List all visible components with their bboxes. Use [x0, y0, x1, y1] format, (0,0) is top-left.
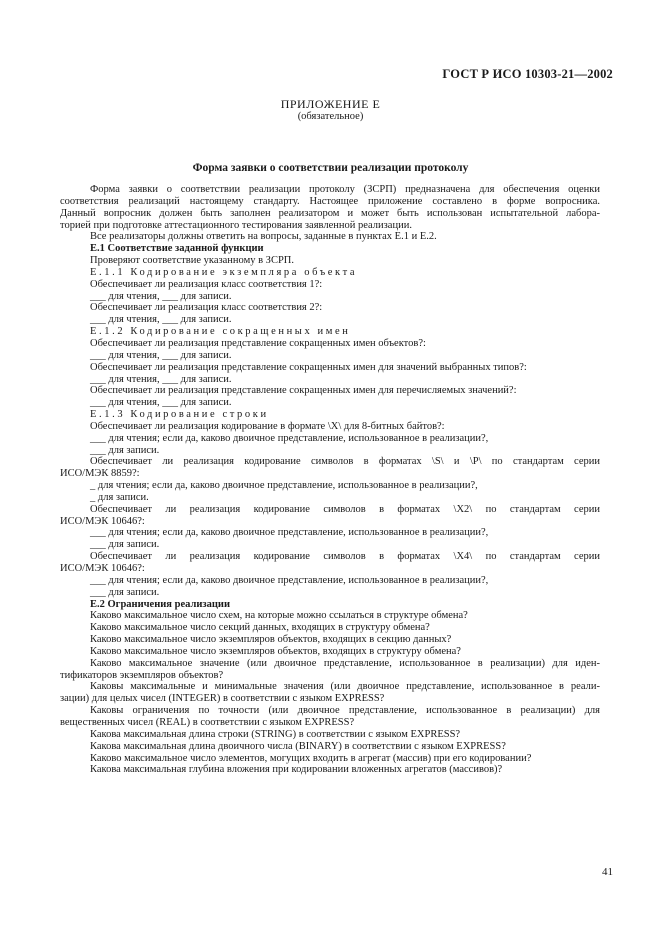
- question-line: Каково максимальное значение (или двоичное представление, использованное в реализации) для иден-: [90, 657, 600, 669]
- appendix-title: ПРИЛОЖЕНИЕ Е: [280, 97, 381, 111]
- subsection-e12-title: Е.1.2 Кодирование сокращенных имен: [90, 326, 351, 338]
- answer-line: ___ для чтения, ___ для записи.: [90, 397, 232, 409]
- paragraph-line: Обеспечивает ли реализация кодирование в формате \X\ для 8-битных байтов?:: [90, 420, 445, 432]
- page-number: 41: [602, 866, 613, 878]
- paragraph-line: Обеспечивает ли реализация представление сокращенных имен для значений выбранных типов?:: [90, 361, 527, 373]
- question-line: Какова максимальная длина двоичного числа (BINARY) в соответствии с языком EXPRESS?: [90, 740, 506, 752]
- question-line: вещественных чисел (REAL) в соответствии с языком EXPRESS?: [60, 716, 355, 728]
- section-e1-heading: Е.1 Соответствие заданной функции: [90, 243, 264, 255]
- question-line: Какова максимальная глубина вложения при кодировании вложенных агрегатов (массивов)?: [90, 764, 503, 776]
- intro-line: Все реализаторы должны ответить на вопросы, заданные в пунктах Е.1 и Е.2.: [90, 231, 437, 243]
- question-line: Каково максимальное число элементов, могущих входить в агрегат (массив) при его кодировании?: [90, 752, 532, 764]
- paragraph-line: ИСО/МЭК 8859?:: [60, 468, 140, 480]
- answer-line: ___ для чтения; если да, каково двоичное представление, использованное в реализации?,: [90, 574, 489, 586]
- subsection-e13-title: Е.1.3 Кодирование строки: [90, 409, 269, 421]
- paragraph-line: Обеспечивает ли реализация представление сокращенных имен для перечисляемых значений?:: [90, 385, 517, 397]
- answer-line: ___ для чтения, ___ для записи.: [90, 349, 232, 361]
- answer-line: _ для записи.: [90, 491, 149, 503]
- paragraph-line: Обеспечивает ли реализация кодирование символов в форматах \X4\ по стандартам серии: [90, 551, 600, 563]
- standard-header: ГОСТ Р ИСО 10303-21—2002: [442, 67, 613, 81]
- question-line: Каково максимальное число схем, на которые можно ссылаться в структуре обмена?: [90, 610, 468, 622]
- paragraph-line: ИСО/МЭК 10646?:: [60, 515, 145, 527]
- form-title: Форма заявки о соответствии реализации протоколу: [192, 162, 469, 174]
- subsection-e11-title: Е.1.1 Кодирование экземпляра объекта: [90, 266, 358, 278]
- intro-line: Данный вопросник должен быть заполнен реализатором и может быть использован испытательной лабора-: [60, 207, 600, 219]
- appendix-subtitle: (обязательное): [297, 111, 364, 122]
- question-line: Каково максимальное число экземпляров объектов, входящих в секцию данных?: [90, 634, 452, 646]
- question-line: Каково максимальное число экземпляров объектов, входящих в структуру обмена?: [90, 645, 461, 657]
- paragraph-line: Обеспечивает ли реализация класс соответствия 1?:: [90, 278, 323, 290]
- question-line: зации) для целых чисел (INTEGER) в соответствии с языком EXPRESS?: [60, 693, 385, 705]
- answer-line: ___ для записи.: [90, 586, 160, 598]
- document-body: [60, 184, 600, 776]
- paragraph-line: Обеспечивает ли реализация класс соответствия 2?:: [90, 302, 323, 314]
- question-line: тификаторов экземпляров объектов?: [60, 669, 224, 681]
- answer-line: ___ для чтения; если да, каково двоичное представление, использованное в реализации?,: [90, 432, 489, 444]
- paragraph-line: Проверяют соответствие указанному в ЗСРП.: [90, 255, 294, 267]
- question-line: Каковы ограничения по точности (или двоичное представление, использованное в реализации) для: [90, 705, 600, 717]
- answer-line: ___ для записи.: [90, 539, 160, 551]
- question-line: Какова максимальная длина строки (STRING) в соответствии с языком EXPRESS?: [90, 728, 461, 740]
- question-line: Каковы максимальные и минимальные значения (или двоичное представление, использованное в реали-: [90, 681, 600, 693]
- paragraph-line: Обеспечивает ли реализация представление сокращенных имен объектов?:: [90, 337, 426, 349]
- answer-line: ___ для записи.: [90, 444, 160, 456]
- paragraph-line: ИСО/МЭК 10646?:: [60, 563, 145, 574]
- answer-line: _ для чтения; если да, каково двоичное представление, использованное в реализации?,: [90, 480, 478, 492]
- answer-line: ___ для чтения, ___ для записи.: [90, 314, 232, 326]
- question-line: Каково максимальное число секций данных, входящих в структуру обмена?: [90, 622, 430, 634]
- intro-line: Форма заявки о соответствии реализации протоколу (ЗСРП) предназначена для обеспечения оценки: [90, 184, 600, 195]
- answer-line: ___ для чтения; если да, каково двоичное представление, использованное в реализации?,: [90, 527, 489, 539]
- paragraph-line: Обеспечивает ли реализация кодирование символов в форматах \X2\ по стандартам серии: [90, 503, 600, 515]
- intro-line: торией при подготовке аттестационного тестирования заявленной реализации.: [60, 219, 412, 231]
- section-e2-heading: Е.2 Ограничения реализации: [90, 598, 231, 610]
- paragraph-line: Обеспечивает ли реализация кодирование символов в форматах \S\ и \P\ по стандартам серии: [90, 456, 600, 468]
- answer-line: ___ для чтения, ___ для записи.: [90, 290, 232, 302]
- answer-line: ___ для чтения, ___ для записи.: [90, 373, 232, 385]
- intro-line: соответствия реализаций настоящему стандарту. Настоящее приложение составлено в форме вопросника.: [60, 195, 600, 207]
